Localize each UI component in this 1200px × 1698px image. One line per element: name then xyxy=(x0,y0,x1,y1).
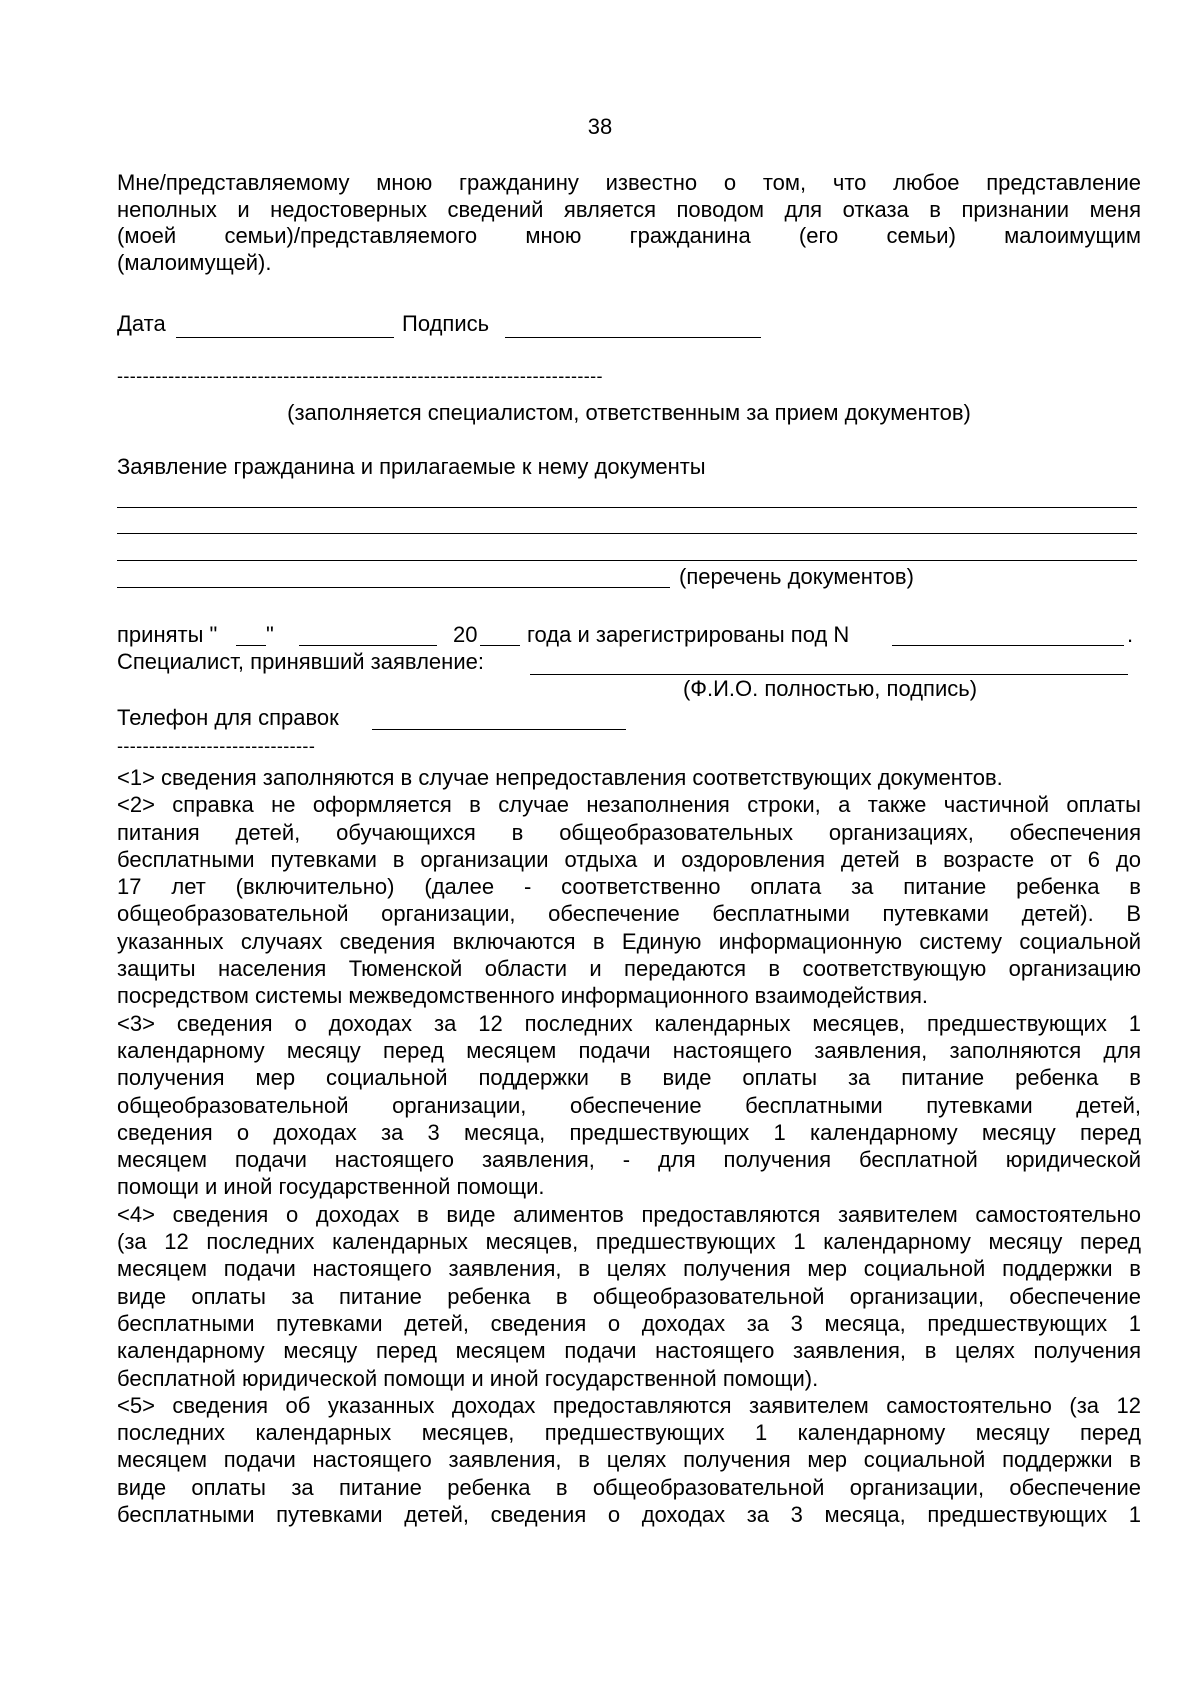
declaration-line: Мне/представляемому мною гражданину известно о том, что любое представление xyxy=(117,170,1141,195)
footnote-line: <5> сведения об указанных доходах предоставляются заявителем самостоятельно (за 12 xyxy=(117,1392,1141,1418)
phone-label: Телефон для справок xyxy=(117,705,339,730)
footnote-line: бесплатными путевками детей, сведения о доходах за 3 месяца, предшествующих 1 xyxy=(117,1502,1141,1528)
footnotes xyxy=(117,764,1141,1528)
documents-list-line[interactable] xyxy=(117,533,1137,534)
footnote-line: общеобразовательной организации, обеспечение бесплатными путевками детей). В xyxy=(117,901,1141,927)
date-label: Дата xyxy=(117,311,166,336)
specialist-caption: (заполняется специалистом, ответственным за прием документов) xyxy=(287,400,971,425)
footnote-line: посредством системы межведомственного информационного взаимодействия. xyxy=(117,983,929,1009)
footnote-line: месяцем подачи настоящего заявления, - для получения бесплатной юридической xyxy=(117,1147,1141,1173)
documents-list-line[interactable] xyxy=(117,587,670,588)
documents-list-line[interactable] xyxy=(117,560,1137,561)
declaration-line: неполных и недостоверных сведений является поводом для отказа в признании меня xyxy=(117,196,1141,222)
footnote-line: виде оплаты за питание ребенка в общеобразовательной организации, обеспечение xyxy=(117,1283,1141,1309)
footnote-line: сведения о доходах за 3 месяца, предшествующих 1 календарному месяцу перед xyxy=(117,1119,1141,1145)
footnote-line: (за 12 последних календарных месяцев, предшествующих 1 календарному месяцу перед xyxy=(117,1229,1141,1255)
footnote-line: месяцем подачи настоящего заявления, в целях получения мер социальной поддержки в xyxy=(117,1447,1141,1473)
specialist-field-caption: (Ф.И.О. полностью, подпись) xyxy=(682,676,978,701)
day-field[interactable] xyxy=(236,645,266,646)
declaration-line: (моей семьи)/представляемого мною гражданина (его семьи) малоимущим xyxy=(117,223,1141,248)
footnote-line: бесплатной юридической помощи и иной государственной помощи). xyxy=(117,1365,819,1391)
footnote-line: бесплатными путевками в организации отдыха и оздоровления детей в возрасте от 6 до xyxy=(117,846,1141,872)
footnote-line: виде оплаты за питание ребенка в общеобразовательной организации, обеспечение xyxy=(117,1474,1141,1500)
specialist-field[interactable] xyxy=(530,674,1128,675)
date-field[interactable] xyxy=(176,337,394,338)
footnote-4 xyxy=(117,1201,1141,1392)
accepted-prefix: приняты " xyxy=(117,622,218,647)
footnote-line: месяцем подачи настоящего заявления, в целях получения мер социальной поддержки в xyxy=(117,1256,1141,1282)
footnote-line: 17 лет (включительно) (далее - соответственно оплата за питание ребенка в xyxy=(117,874,1141,900)
declaration-line: (малоимущей). xyxy=(117,249,272,275)
footnote-2 xyxy=(117,791,1141,1009)
footnote-line: <3> сведения о доходах за 12 последних календарных месяцев, предшествующих 1 xyxy=(117,1010,1141,1036)
page-number: 38 xyxy=(587,114,613,139)
footnote-line: последних календарных месяцев, предшествующих 1 календарному месяцу перед xyxy=(117,1420,1141,1446)
documents-heading: Заявление гражданина и прилагаемые к нему документы xyxy=(117,454,706,479)
footnote-line: питания детей, обучающихся в общеобразовательных организациях, обеспечения xyxy=(117,819,1141,845)
footnote-1 xyxy=(117,764,1141,791)
footnote-3 xyxy=(117,1010,1141,1201)
footnote-5 xyxy=(117,1392,1141,1528)
year-field[interactable] xyxy=(480,645,520,646)
documents-list-caption: (перечень документов) xyxy=(679,564,914,589)
accepted-quote-close: " xyxy=(266,622,274,647)
footnote-line: календарному месяцу перед месяцем подачи настоящего заявления, заполняются для xyxy=(117,1037,1141,1063)
signature-field[interactable] xyxy=(505,337,761,338)
registration-number-field[interactable] xyxy=(892,645,1124,646)
month-field[interactable] xyxy=(299,645,437,646)
signature-label: Подпись xyxy=(402,311,490,336)
registration-period: . xyxy=(1127,622,1134,647)
declaration-paragraph xyxy=(117,170,1141,276)
registered-text: года и зарегистрированы под N xyxy=(527,622,850,647)
footnote-line: календарному месяцу перед месяцем подачи настоящего заявления, в целях получения xyxy=(117,1338,1141,1364)
footnote-line: бесплатными путевками детей, сведения о доходах за 3 месяца, предшествующих 1 xyxy=(117,1310,1141,1336)
footnote-line: <4> сведения о доходах в виде алиментов предоставляются заявителем самостоятельно xyxy=(117,1201,1141,1227)
divider-top: ---------------------------------------------------------------------------- xyxy=(117,366,603,386)
phone-field[interactable] xyxy=(372,729,626,730)
year-prefix: 20 xyxy=(453,622,478,647)
footnote-line: указанных случаях сведения включаются в Единую информационную систему социальной xyxy=(117,928,1141,954)
documents-list-line[interactable] xyxy=(117,507,1137,508)
footnote-line: <2> справка не оформляется в случае незаполнения строки, а также частичной оплаты xyxy=(117,792,1141,818)
specialist-label: Специалист, принявший заявление: xyxy=(117,649,484,674)
footnote-line: защиты населения Тюменской области и передаются в соответствующую организацию xyxy=(117,956,1141,982)
footnote-line: помощи и иной государственной помощи. xyxy=(117,1174,545,1200)
footnote-line: общеобразовательной организации, обеспечение бесплатными путевками детей, xyxy=(117,1092,1141,1118)
divider-bottom: ------------------------------- xyxy=(117,736,316,756)
footnote-line: получения мер социальной поддержки в виде оплаты за питание ребенка в xyxy=(117,1065,1141,1091)
footnote-line: <1> сведения заполняются в случае непредоставления соответствующих документов. xyxy=(117,765,1003,790)
